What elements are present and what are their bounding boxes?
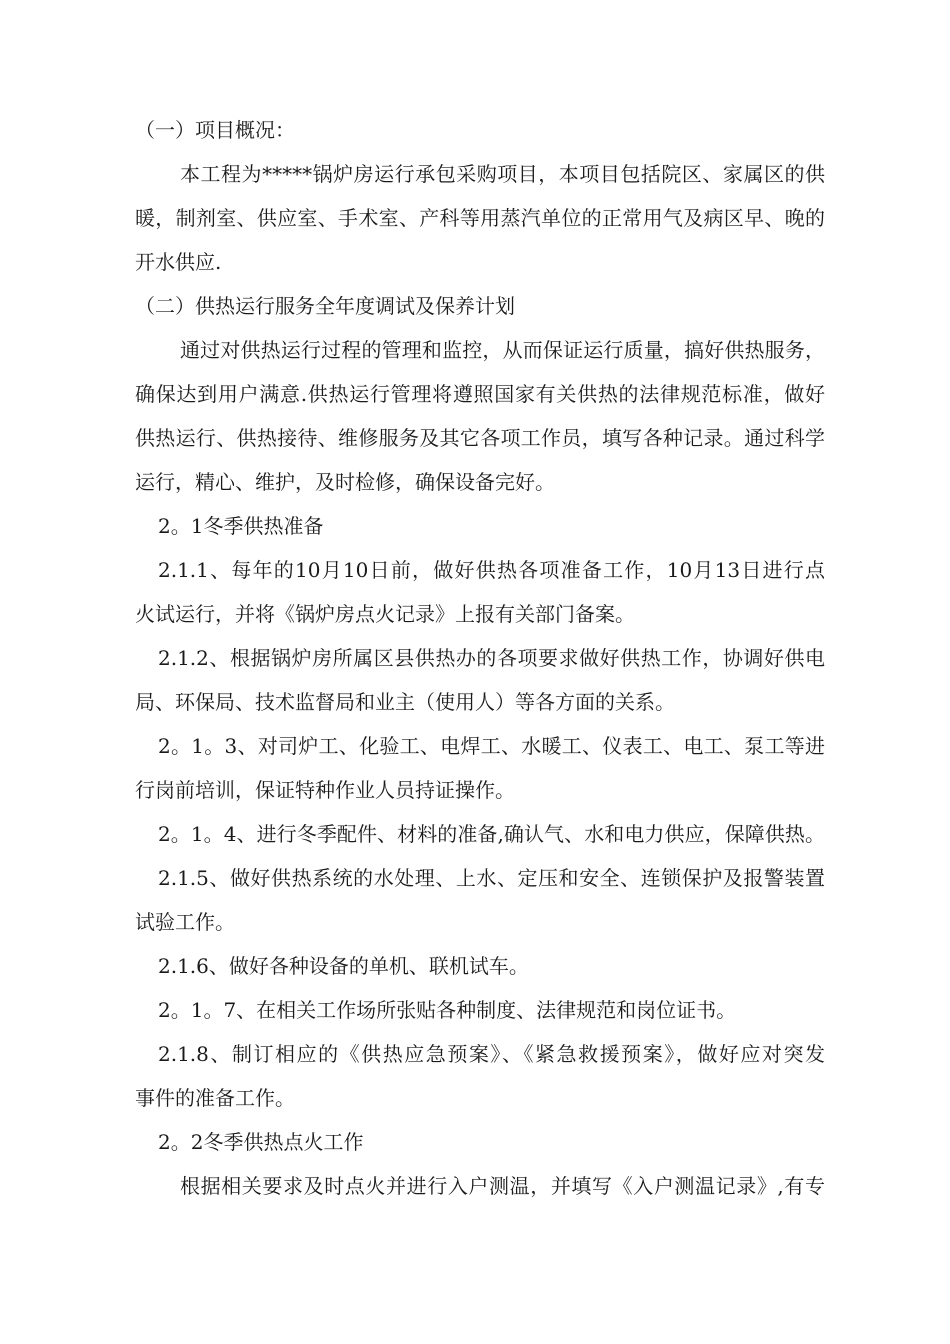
list-item-line: 局、环保局、技术监督局和业主（使用人）等各方面的关系。 [135, 690, 675, 714]
list-item-line: 2。1。7、在相关工作场所张贴各种制度、法律规范和岗位证书。 [158, 998, 737, 1022]
list-item-line: 火试运行，并将《锅炉房点火记录》上报有关部门备案。 [135, 602, 635, 626]
list-item-line: 2.1.1、每年的10月10日前，做好供热各项准备工作，10月13日进行点 [158, 558, 825, 582]
paragraph-line: 暖，制剂室、供应室、手术室、产科等用蒸汽单位的正常用气及病区早、晚的 [135, 206, 825, 230]
list-item-line: 事件的准备工作。 [135, 1086, 295, 1110]
section-heading-service-plan: （二）供热运行服务全年度调试及保养计划 [135, 294, 515, 318]
list-item-line: 行岗前培训，保证特种作业人员持证操作。 [135, 778, 515, 802]
paragraph-line: 运行，精心、维护，及时检修，确保设备完好。 [135, 470, 555, 494]
paragraph-line: 通过对供热运行过程的管理和监控，从而保证运行质量，搞好供热服务， [180, 338, 825, 362]
subsection-heading-winter-preparation: 2。1冬季供热准备 [158, 514, 324, 538]
paragraph-line: 确保达到用户满意.供热运行管理将遵照国家有关供热的法律规范标准，做好 [135, 382, 825, 406]
list-item-line: 2.1.5、做好供热系统的水处理、上水、定压和安全、连锁保护及报警装置 [158, 866, 825, 890]
paragraph-line: 本工程为*****锅炉房运行承包采购项目，本项目包括院区、家属区的供 [180, 162, 825, 186]
paragraph-line: 供热运行、供热接待、维修服务及其它各项工作员，填写各种记录。通过科学 [135, 426, 825, 450]
list-item-line: 2.1.8、制订相应的《供热应急预案》、《紧急救援预案》，做好应对突发 [158, 1042, 825, 1066]
paragraph-line: 开水供应. [135, 250, 222, 274]
list-item-line: 2。1。3、对司炉工、化验工、电焊工、水暖工、仪表工、电工、泵工等进 [158, 734, 825, 758]
list-item-line: 2.1.6、做好各种设备的单机、联机试车。 [158, 954, 529, 978]
paragraph-line: 根据相关要求及时点火并进行入户测温，并填写《入户测温记录》,有专 [180, 1174, 825, 1198]
subsection-heading-winter-ignition: 2。2冬季供热点火工作 [158, 1130, 364, 1154]
list-item-line: 试验工作。 [135, 910, 235, 934]
section-heading-project-overview: （一）项目概况： [135, 118, 295, 142]
list-item-line: 2。1。4、进行冬季配件、材料的准备,确认气、水和电力供应，保障供热。 [158, 822, 825, 846]
list-item-line: 2.1.2、根据锅炉房所属区县供热办的各项要求做好供热工作，协调好供电 [158, 646, 825, 670]
